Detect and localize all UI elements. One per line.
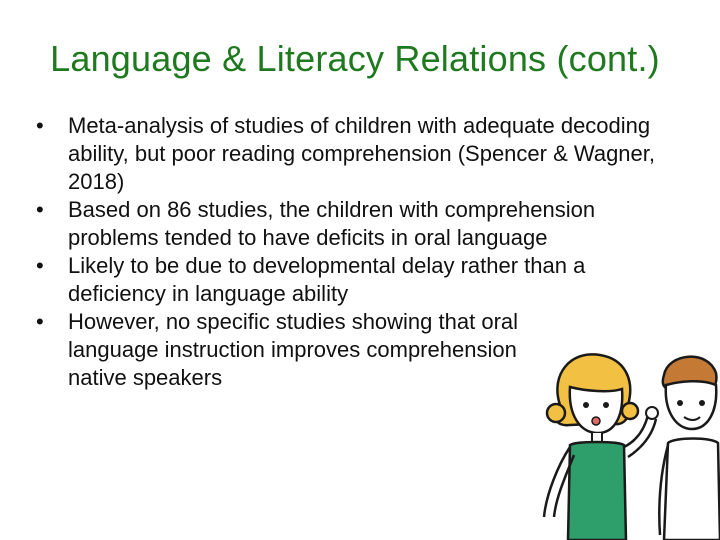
bullet-item (36, 308, 568, 392)
bullet-text: Based on 86 studies, the children with comprehension problems tended to have deficits in oral language (68, 197, 596, 250)
girl-figure (544, 354, 658, 540)
bullet-marker: • (36, 253, 44, 278)
bullet-text: However, no specific studies showing that oral language instruction improves comprehension native speakers (68, 309, 519, 390)
bullet-text: Meta-analysis of studies of children with adequate decoding ability, but poor reading comprehension (Spencer & Wagner, 2018) (68, 113, 655, 194)
bullet-text: Likely to be due to developmental delay rather than a deficiency in language ability (68, 253, 586, 306)
bullet-marker: • (36, 309, 44, 334)
bullet-marker: • (36, 197, 44, 222)
boy-figure (659, 357, 720, 540)
bullet-item (36, 252, 666, 308)
bullet-marker: • (36, 113, 44, 138)
bullet-item (36, 196, 666, 252)
children-illustration (540, 345, 720, 540)
bullet-item (36, 112, 666, 196)
slide-title: Language & Literacy Relations (cont.) (50, 38, 660, 79)
